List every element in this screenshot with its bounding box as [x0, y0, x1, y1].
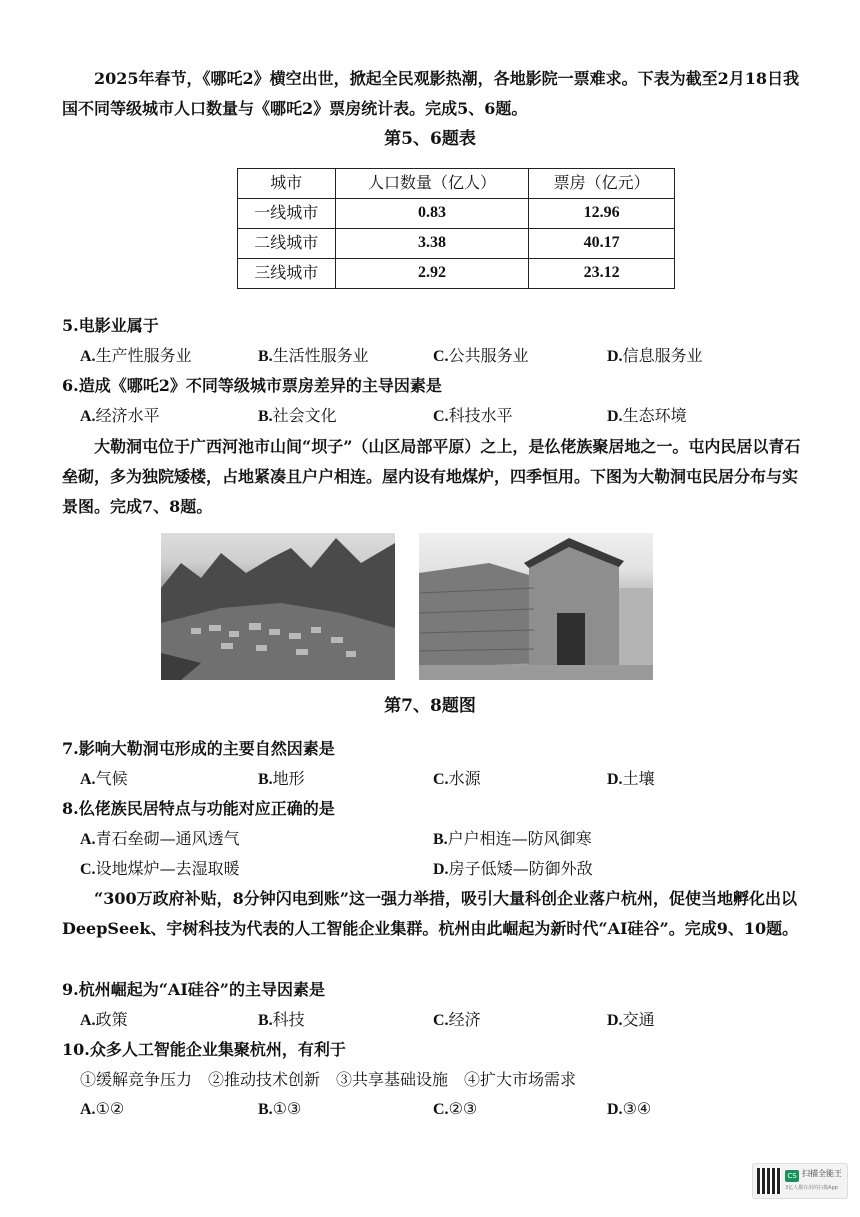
option-a[interactable]: A.政策 [80, 1010, 128, 1029]
option-a[interactable]: A.气候 [80, 769, 128, 788]
option-c[interactable]: C.②③ [433, 1099, 478, 1118]
option-a[interactable]: A.生产性服务业 [80, 346, 192, 365]
question-5-stem: 5.电影业属于 [62, 316, 159, 335]
option-d[interactable]: D.交通 [607, 1010, 655, 1029]
question-8-stem: 8.仫佬族民居特点与功能对应正确的是 [62, 799, 335, 818]
option-c[interactable]: C.设地煤炉—去湿取暖 [80, 859, 240, 878]
option-b[interactable]: B.户户相连—防风御寒 [433, 829, 592, 848]
question-6-stem: 6.造成《哪吒2》不同等级城市票房差异的主导因素是 [62, 376, 442, 395]
option-a[interactable]: A.青石垒砌—通风透气 [80, 829, 240, 848]
intro-paragraph-9-10: “300万政府补贴，8分钟闪电到账”这一强力举措，吸引大量科创企业落户杭州，促使当地孵化出以DeepSeek、宇树科技为代表的人工智能企业集群。杭州由此崛起为新时代“AI硅谷”。完成9、10题。 [62, 889, 799, 938]
header-population: 人口数量（亿人） [335, 169, 529, 199]
option-d[interactable]: D.土壤 [607, 769, 655, 788]
question-8-options-ab [80, 828, 800, 854]
question-9-stem: 9.杭州崛起为“AI硅谷”的主导因素是 [62, 980, 326, 999]
option-c[interactable]: C.科技水平 [433, 406, 513, 425]
population-value: 2.92 [335, 259, 529, 289]
city-name: 二线城市 [238, 229, 336, 259]
intro-paragraph-5-6: 2025年春节，《哪吒2》横空出世，掀起全民观影热潮，各地影院一票难求。下表为截至2月18日我国不同等级城市人口数量与《哪吒2》票房统计表。完成5、6题。 [62, 69, 800, 118]
box-office-value: 12.96 [529, 199, 675, 229]
header-box-office: 票房（亿元） [529, 169, 675, 199]
question-8-options-cd [80, 858, 800, 884]
figure-caption: 第7、8题图 [384, 696, 476, 716]
header-city: 城市 [238, 169, 336, 199]
option-a[interactable]: A.①② [80, 1099, 125, 1118]
question-10-statements [80, 1069, 800, 1095]
intro-paragraph-7-8: 大勒洞屯位于广西河池市山间“坝子”（山区局部平原）之上，是仫佬族聚居地之一。屯内民居以青石垒砌，多为独院矮楼，占地紧凑且户户相连。屋内设有地煤炉，四季恒用。下图为大勒洞屯民居分布与实景图。完成7、8题。 [62, 437, 801, 516]
city-name: 一线城市 [238, 199, 336, 229]
table-row [238, 199, 675, 229]
question-6-options [80, 405, 800, 431]
option-b[interactable]: B.科技 [258, 1010, 305, 1029]
option-d[interactable]: D.房子低矮—防御外敌 [433, 859, 593, 878]
scanner-logo-icon: CS [785, 1170, 799, 1182]
question-10-options [80, 1098, 800, 1124]
population-value: 0.83 [335, 199, 529, 229]
question-10-stem: 10.众多人工智能企业集聚杭州，有利于 [62, 1040, 346, 1059]
house-photo [419, 533, 653, 680]
question-9-options [80, 1009, 800, 1035]
question-7-stem: 7.影响大勒洞屯形成的主要自然因素是 [62, 739, 335, 758]
mountain-village-image [161, 533, 395, 680]
option-b[interactable]: B.①③ [258, 1099, 302, 1118]
option-d[interactable]: D.生态环境 [607, 406, 687, 425]
scanner-watermark [752, 1163, 848, 1199]
table-caption: 第5、6题表 [384, 129, 476, 149]
option-b[interactable]: B.地形 [258, 769, 305, 788]
box-office-value: 40.17 [529, 229, 675, 259]
village-aerial-photo [161, 533, 395, 680]
city-name: 三线城市 [238, 259, 336, 289]
box-office-table [237, 168, 675, 289]
population-value: 3.38 [335, 229, 529, 259]
table-row [238, 229, 675, 259]
option-d[interactable]: D.信息服务业 [607, 346, 703, 365]
question-5-options [80, 345, 800, 371]
option-c[interactable]: C.公共服务业 [433, 346, 529, 365]
option-d[interactable]: D.③④ [607, 1099, 652, 1118]
box-office-value: 23.12 [529, 259, 675, 289]
scanner-tagline: 3亿人都在用的扫描App [785, 1185, 838, 1191]
question-7-options [80, 768, 800, 794]
option-a[interactable]: A.经济水平 [80, 406, 160, 425]
table-header-row [238, 169, 675, 199]
scanner-name: 扫描全能王 [802, 1169, 842, 1178]
option-c[interactable]: C.经济 [433, 1010, 481, 1029]
statements-list: ①缓解竞争压力 ②推动技术创新 ③共享基础设施 ④扩大市场需求 [80, 1070, 577, 1089]
stone-house-image [419, 533, 653, 680]
option-b[interactable]: B.生活性服务业 [258, 346, 369, 365]
option-c[interactable]: C.水源 [433, 769, 481, 788]
table-row [238, 259, 675, 289]
qr-code-icon [757, 1168, 781, 1194]
option-b[interactable]: B.社会文化 [258, 406, 337, 425]
